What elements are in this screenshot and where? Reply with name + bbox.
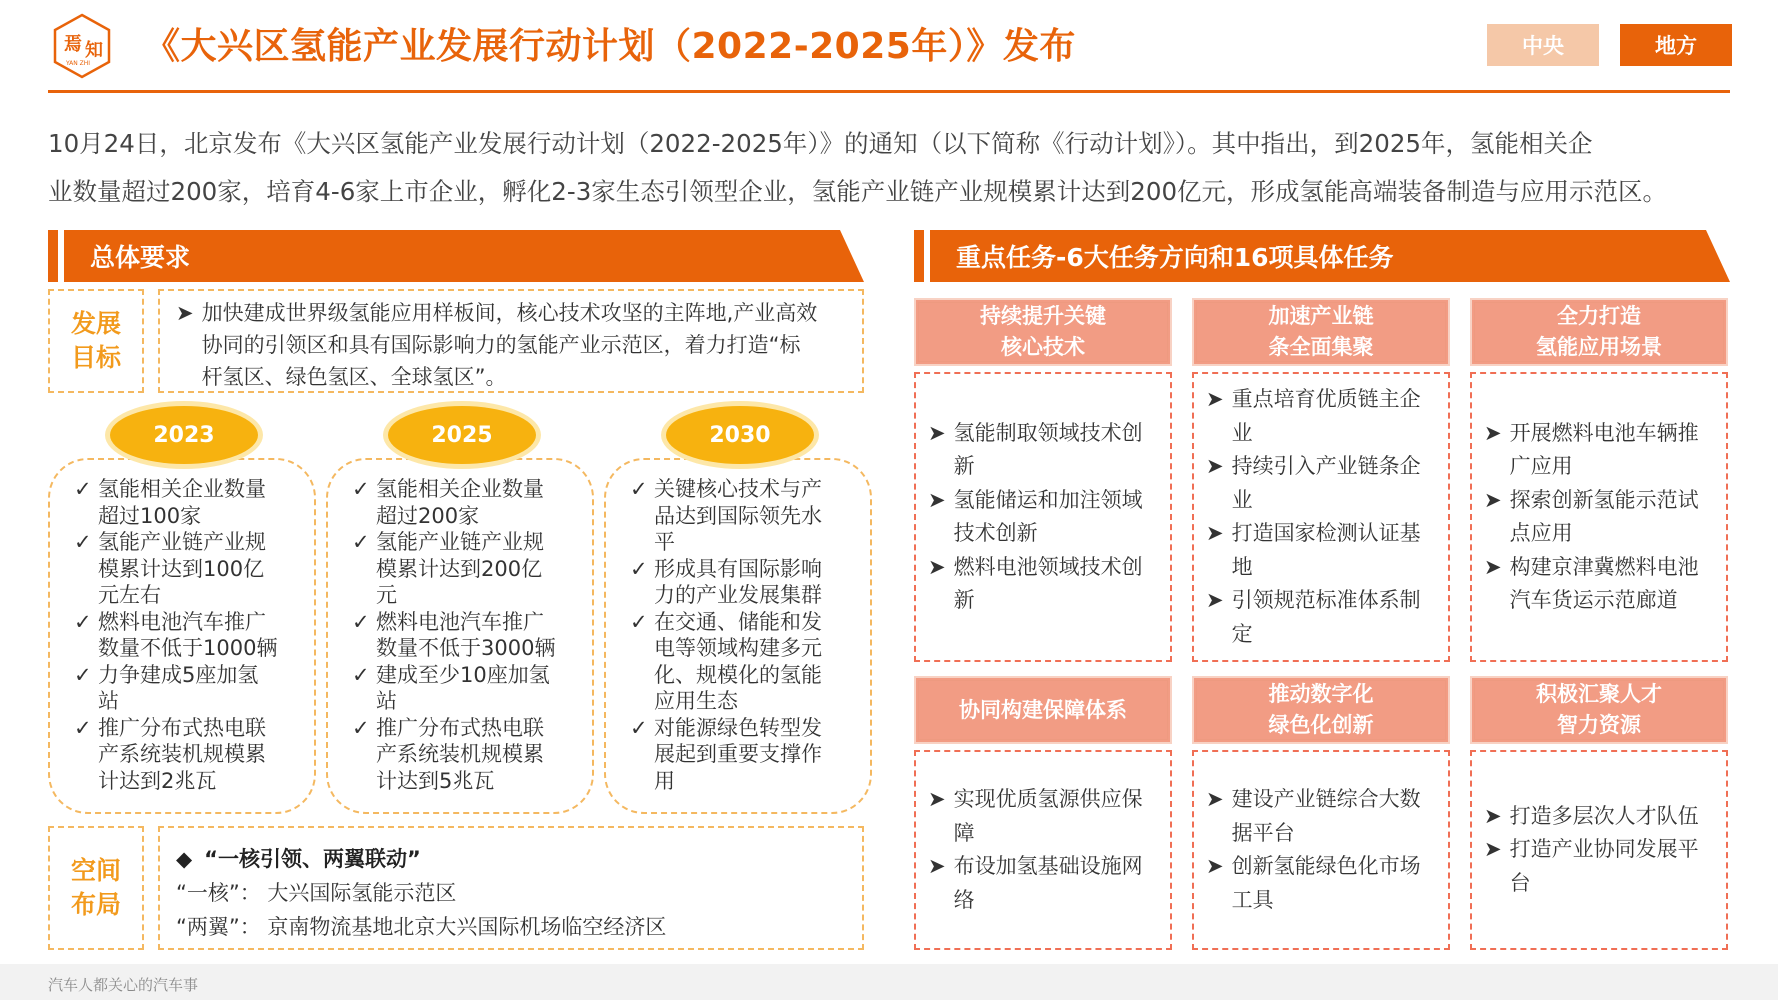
target-item <box>630 715 860 795</box>
arrow-bullet-icon: ➤ <box>1484 420 1502 445</box>
task-item-line: 氢能制取领域技术创 <box>953 420 1143 445</box>
target-line: 关键核心技术与产 <box>654 477 822 501</box>
arrow-bullet-icon: ➤ <box>1206 854 1224 878</box>
arrow-bullet-icon: ➤ <box>1484 837 1502 862</box>
diamond-bullet-icon: ◆ <box>176 847 193 871</box>
target-text <box>98 476 266 529</box>
task-item-text <box>1232 517 1421 584</box>
task-title-line: 智力资源 <box>1557 713 1641 737</box>
task-item-text <box>1232 783 1421 850</box>
target-item <box>74 609 304 662</box>
target-item <box>630 609 860 715</box>
arrow-bullet-icon: ➤ <box>928 487 946 512</box>
target-line: 在交通、储能和发 <box>654 609 822 634</box>
target-text <box>376 609 555 662</box>
task-item-line: 络 <box>953 887 975 912</box>
header-accent-bar <box>48 230 58 282</box>
task-item <box>1484 800 1716 834</box>
task-item <box>1206 584 1438 651</box>
task-card-title <box>1470 298 1728 366</box>
target-line: 模累计达到100亿 <box>98 556 265 581</box>
task-title-text <box>959 695 1127 726</box>
task-item-line: 定 <box>1231 621 1253 646</box>
task-card-body <box>1470 750 1728 950</box>
task-item-text <box>1510 417 1699 484</box>
task-item-line: 地 <box>1231 554 1253 579</box>
task-item-text <box>954 850 1143 917</box>
task-item-text <box>1510 800 1699 834</box>
intro-line: 10月24日，北京发布《大兴区氢能产业发展行动计划（2022-2025年）》的通知（以下简称《行动计划》）。其中指出，到2025年，氢能相关企 <box>48 129 1593 158</box>
task-item-line: 业 <box>1231 487 1253 512</box>
task-item-text <box>1510 484 1699 551</box>
task-title-line: 条全面集聚 <box>1268 335 1374 359</box>
arrow-bullet-icon: ➤ <box>1484 554 1502 579</box>
task-item-text <box>954 417 1143 484</box>
target-line: 展起到重要支撑作 <box>654 742 822 766</box>
intro-paragraph <box>48 120 1738 216</box>
task-item <box>928 484 1160 551</box>
task-item-line: 探索创新氢能示范试 <box>1509 487 1699 512</box>
task-item-line: 台 <box>1509 870 1531 895</box>
task-title-line: 核心技术 <box>1001 335 1085 359</box>
task-item <box>928 551 1160 618</box>
check-icon: ✓ <box>630 556 648 581</box>
target-line: 力争建成5座加氢 <box>98 662 259 687</box>
space-core-line: “一核”： 大兴国际氢能示范区 <box>176 881 457 905</box>
check-icon: ✓ <box>74 477 92 501</box>
target-item <box>352 529 582 609</box>
task-item-text <box>1232 584 1421 651</box>
task-item <box>928 783 1160 850</box>
footer-slogan: 汽车人都关心的汽车事 <box>48 976 199 994</box>
year-2030-targets <box>604 458 872 814</box>
space-layout-heading <box>176 842 846 876</box>
task-item <box>1484 551 1716 618</box>
target-line: 元左右 <box>98 583 161 607</box>
task-item-line: 新 <box>953 454 975 478</box>
target-line: 数量不低于1000辆 <box>98 636 278 660</box>
task-item <box>1484 417 1716 484</box>
task-card-title <box>1192 676 1450 744</box>
target-line: 数量不低于3000辆 <box>376 636 556 660</box>
task-item <box>1484 833 1716 900</box>
goal-label <box>48 289 144 393</box>
check-icon: ✓ <box>630 715 648 740</box>
arrow-bullet-icon: ➤ <box>1206 787 1224 811</box>
task-card-body <box>1192 750 1450 950</box>
target-line: 超过100家 <box>98 503 202 528</box>
task-item-line: 障 <box>953 820 975 845</box>
yanzhi-logo <box>48 12 116 80</box>
goal-label-line: 发展 <box>70 309 121 338</box>
space-layout-label <box>48 826 144 950</box>
task-card-body <box>914 750 1172 950</box>
target-line: 推广分布式热电联 <box>98 715 266 740</box>
task-item <box>1206 383 1438 450</box>
target-line: 用 <box>654 768 675 793</box>
check-icon: ✓ <box>630 477 648 501</box>
target-line: 建成至少10座加氢 <box>376 662 550 687</box>
task-item-line: 汽车货运示范廊道 <box>1509 588 1678 612</box>
task-title-line: 积极汇聚人才 <box>1536 682 1662 706</box>
target-line: 化、规模化的氢能 <box>654 662 822 687</box>
target-text <box>98 609 277 662</box>
arrow-bullet-icon: ➤ <box>928 554 946 579</box>
svg-text:焉: 焉 <box>64 34 82 55</box>
task-item-text <box>1232 450 1421 517</box>
goal-box <box>158 289 864 393</box>
task-item-line: 打造多层次人才队伍 <box>1509 803 1699 828</box>
goal-label-line: 目标 <box>70 343 121 372</box>
task-card-title <box>1470 676 1728 744</box>
check-icon: ✓ <box>352 662 370 687</box>
target-line: 产系统装机规模累 <box>376 742 544 766</box>
task-item-line: 业 <box>1231 420 1253 445</box>
check-icon: ✓ <box>74 609 92 634</box>
goal-line: 杆氢区、绿色氢区、全球氢区”。 <box>201 365 507 389</box>
task-item-line: 点应用 <box>1509 521 1573 545</box>
task-card-title <box>1192 298 1450 366</box>
task-item <box>1206 783 1438 850</box>
target-line: 燃料电池汽车推广 <box>98 609 266 634</box>
task-title-line: 全力打造 <box>1557 304 1641 328</box>
target-line: 应用生态 <box>654 689 738 713</box>
target-item <box>74 529 304 609</box>
task-item-line: 据平台 <box>1231 820 1295 845</box>
arrow-bullet-icon: ➤ <box>1484 803 1502 828</box>
task-item-line: 重点培育优质链主企 <box>1231 387 1421 411</box>
target-text <box>376 662 550 715</box>
target-line: 站 <box>376 689 397 713</box>
intro-line: 业数量超过200家，培育4-6家上市企业，孵化2-3家生态引领型企业，氢能产业链产业规模累计达到200亿元，形成氢能高端装备制造与应用示范区。 <box>48 177 1668 206</box>
task-item <box>1206 517 1438 584</box>
target-line: 氢能产业链产业规 <box>376 530 544 554</box>
task-title-line: 推动数字化 <box>1268 682 1374 706</box>
header-accent-bar <box>914 230 924 282</box>
task-item-line: 工具 <box>1231 887 1274 912</box>
target-text <box>654 609 822 715</box>
overall-section-header <box>48 230 864 282</box>
task-item-text <box>1232 850 1421 917</box>
task-card-body <box>1192 372 1450 662</box>
task-item-text <box>954 551 1143 618</box>
year-2025-targets <box>326 458 594 814</box>
task-title-line: 协同构建保障体系 <box>959 697 1127 722</box>
svg-text:YAN ZHI: YAN ZHI <box>65 60 91 67</box>
target-text <box>654 715 822 795</box>
target-line: 氢能相关企业数量 <box>98 477 266 501</box>
arrow-bullet-icon: ➤ <box>1206 454 1224 478</box>
goal-line: 加快建成世界级氢能应用样板间，核心技术攻坚的主阵地,产业高效 <box>201 301 818 325</box>
page-title: 《大兴区氢能产业发展行动计划（2022-2025年）》发布 <box>144 26 1076 67</box>
target-line: 品达到国际领先水 <box>654 503 822 528</box>
target-text <box>98 662 258 715</box>
task-title-text <box>1536 301 1662 363</box>
task-card-title <box>914 676 1172 744</box>
arrow-bullet-icon: ➤ <box>1206 387 1224 411</box>
target-item <box>352 609 582 662</box>
task-title-text <box>1536 679 1662 741</box>
target-line: 力的产业发展集群 <box>654 583 822 607</box>
task-item-text <box>954 484 1143 551</box>
task-title-line: 绿色化创新 <box>1268 713 1374 737</box>
check-icon: ✓ <box>352 609 370 634</box>
task-card-body <box>914 372 1172 662</box>
task-item-line: 打造产业协同发展平 <box>1509 837 1699 862</box>
check-icon: ✓ <box>352 530 370 554</box>
target-line: 站 <box>98 689 119 713</box>
target-text <box>98 715 266 795</box>
check-icon: ✓ <box>74 662 92 687</box>
target-line: 超过200家 <box>376 503 480 528</box>
task-item-line: 开展燃料电池车辆推 <box>1509 420 1699 445</box>
check-icon: ✓ <box>74 530 92 554</box>
target-text <box>376 476 544 529</box>
arrow-bullet-icon: ➤ <box>1206 588 1224 612</box>
task-item <box>928 417 1160 484</box>
task-item-text <box>1510 551 1699 618</box>
arrow-bullet-icon: ➤ <box>928 420 946 445</box>
arrow-bullet-icon: ➤ <box>928 787 946 811</box>
target-line: 元 <box>376 583 397 607</box>
space-layout-box <box>158 826 864 950</box>
year-2030-badge: 2030 <box>666 406 814 464</box>
target-item <box>74 662 304 715</box>
target-text <box>654 556 822 609</box>
task-title-line: 氢能应用场景 <box>1536 335 1662 359</box>
title-divider <box>48 90 1730 93</box>
target-line: 平 <box>654 530 675 554</box>
check-icon: ✓ <box>352 715 370 740</box>
task-item-line: 技术创新 <box>953 521 1038 545</box>
tab-central[interactable]: 中央 <box>1487 24 1599 66</box>
target-line: 推广分布式热电联 <box>376 715 544 740</box>
task-item-line: 氢能储运和加注领域 <box>953 487 1143 512</box>
check-icon: ✓ <box>352 477 370 501</box>
target-text <box>376 529 544 609</box>
task-title-text <box>1269 679 1374 741</box>
task-title-text <box>1269 301 1374 363</box>
tasks-section-header <box>914 230 1730 282</box>
target-line: 模累计达到200亿 <box>376 556 543 581</box>
target-item <box>352 662 582 715</box>
year-2025-badge: 2025 <box>388 406 536 464</box>
task-item-line: 广应用 <box>1509 454 1573 478</box>
target-item <box>74 715 304 795</box>
task-item-line: 燃料电池领域技术创 <box>953 554 1143 579</box>
target-line: 计达到2兆瓦 <box>98 768 217 793</box>
arrow-bullet-icon: ➤ <box>176 301 194 325</box>
tab-local[interactable]: 地方 <box>1620 24 1732 66</box>
footer-bar <box>0 964 1778 1000</box>
task-title-line: 持续提升关键 <box>980 304 1106 328</box>
goal-line: 协同的引领区和具有国际影响力的氢能产业示范区，着力打造“标 <box>201 333 801 357</box>
task-item <box>1206 450 1438 517</box>
arrow-bullet-icon: ➤ <box>1206 521 1224 545</box>
task-item-line: 持续引入产业链条企 <box>1231 454 1421 478</box>
target-line: 氢能产业链产业规 <box>98 530 266 554</box>
task-item-line: 新 <box>953 588 975 612</box>
target-line: 氢能相关企业数量 <box>376 477 544 501</box>
target-line: 电等领域构建多元 <box>654 636 822 660</box>
task-title-line: 加速产业链 <box>1268 304 1374 328</box>
svg-text:知: 知 <box>85 40 103 61</box>
task-item-line: 引领规范标准体系制 <box>1231 588 1421 612</box>
task-item-line: 构建京津冀燃料电池 <box>1509 554 1699 579</box>
space-label-line: 空间 <box>70 856 121 885</box>
target-line: 燃料电池汽车推广 <box>376 609 544 634</box>
task-item-line: 打造国家检测认证基 <box>1231 521 1421 545</box>
task-item-line: 建设产业链综合大数 <box>1231 787 1421 811</box>
arrow-bullet-icon: ➤ <box>1484 487 1502 512</box>
target-line: 产系统装机规模累 <box>98 742 266 766</box>
target-item <box>352 715 582 795</box>
task-item-line: 布设加氢基础设施网 <box>953 854 1143 878</box>
arrow-bullet-icon: ➤ <box>928 854 946 878</box>
task-item-text <box>954 783 1143 850</box>
task-item <box>1484 484 1716 551</box>
space-heading-text: “一核引领、两翼联动” <box>204 847 421 871</box>
task-item-line: 实现优质氢源供应保 <box>953 787 1143 811</box>
task-item-line: 创新氢能绿色化市场 <box>1231 854 1421 878</box>
space-wings-line: “两翼”： 京南物流基地北京大兴国际机场临空经济区 <box>176 915 667 939</box>
task-title-text <box>980 301 1106 363</box>
target-item <box>630 556 860 609</box>
task-card-title <box>914 298 1172 366</box>
target-line: 形成具有国际影响 <box>654 556 822 581</box>
task-item-text <box>1232 383 1421 450</box>
space-label-line: 布局 <box>70 890 121 919</box>
task-item-text <box>1510 833 1699 900</box>
task-item <box>928 850 1160 917</box>
check-icon: ✓ <box>74 715 92 740</box>
target-item <box>352 476 582 529</box>
target-line: 对能源绿色转型发 <box>654 715 822 740</box>
target-item <box>74 476 304 529</box>
task-item <box>1206 850 1438 917</box>
overall-section-title: 总体要求 <box>90 243 191 272</box>
target-text <box>376 715 544 795</box>
target-line: 计达到5兆瓦 <box>376 768 495 793</box>
target-text <box>98 529 266 609</box>
task-card-body <box>1470 372 1728 662</box>
year-2023-targets <box>48 458 316 814</box>
goal-text <box>176 297 850 393</box>
tasks-section-title: 重点任务-6大任务方向和16项具体任务 <box>956 243 1394 272</box>
target-item <box>630 476 860 556</box>
year-2023-badge: 2023 <box>110 406 258 464</box>
target-text <box>654 476 822 556</box>
check-icon: ✓ <box>630 609 648 634</box>
